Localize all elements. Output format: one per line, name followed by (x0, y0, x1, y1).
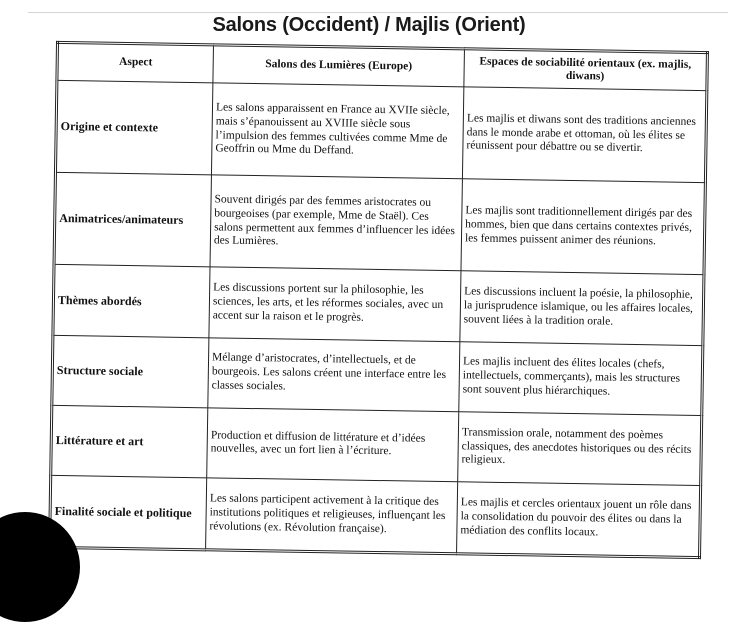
document-title: Salons (Occident) / Majlis (Orient) (212, 14, 526, 36)
salons-cell: Souvent dirigés par des femmes aristocrates ou bourgeoises (par exemple, Mme de Staël). Ces salons permettent aux femmes d’influencer les idées des Lumières. (210, 175, 462, 271)
table-row (52, 335, 703, 415)
header-salons: Salons des Lumières (Europe) (213, 45, 465, 87)
salons-cell: Mélange d’aristocrates, d’intellectuels, et de bourgeois. Les salons créent une interface entre les classes sociales. (208, 337, 460, 411)
table-row (53, 265, 704, 345)
aspect-cell: Thèmes abordés (53, 265, 210, 338)
majlis-cell: Les majlis incluent des élites locales (chefs, intellectuels, commerçants), mais les structures sont souvent plus hiérarchiques. (459, 341, 703, 415)
aspect-cell: Animatrices/animateurs (54, 173, 211, 268)
table-row (55, 80, 706, 182)
aspect-cell: Structure sociale (52, 335, 209, 408)
aspect-cell: Littérature et art (51, 405, 208, 478)
comparison-table (48, 41, 709, 559)
table-row (51, 405, 702, 485)
aspect-cell: Origine et contexte (55, 80, 212, 175)
aspect-cell: Finalité sociale et politique (50, 475, 207, 549)
majlis-cell: Les majlis sont traditionnellement dirigés par des hommes, bien que dans certains contextes privés, les femmes puissent animer des réunions. (461, 179, 705, 275)
majlis-cell: Les discussions incluent la poésie, la philosophie, la jurisprudence islamique, ou les affaires locales, souvent liées à la tradition orale. (460, 271, 704, 345)
salons-cell: Les salons apparaissent en France au XVIIe siècle, mais s’épanouissent au XVIIIe siècle sous l’impulsion des femmes cultivées comme Mme de Geoffrin ou Mme du Deffand. (211, 83, 463, 179)
top-divider (28, 12, 728, 13)
header-majlis: Espaces de sociabilité orientaux (ex. majlis, diwans) (464, 49, 708, 91)
salons-cell: Les discussions portent sur la philosophie, les sciences, les arts, et les réformes sociales, avec un accent sur la raison et le progrès. (209, 267, 461, 341)
comparison-table-container (48, 41, 706, 559)
table-row (50, 475, 701, 557)
salons-cell: Production et diffusion de littérature et d’idées nouvelles, avec un fort lien à l’écriture. (207, 408, 459, 482)
salons-cell: Les salons participent activement à la critique des institutions politiques et religieuses, influençant les révolutions (ex. Révolution française). (206, 478, 458, 554)
table-row (54, 173, 705, 275)
header-aspect: Aspect (57, 42, 214, 82)
majlis-cell: Les majlis et cercles orientaux jouent un rôle dans la consolidation du pouvoir des élites ou dans la médiation des conflits locaux. (457, 482, 701, 558)
majlis-cell: Les majlis et diwans sont des traditions anciennes dans le monde arabe et ottoman, où les élites se réunissent pour débattre ou se divertir. (462, 87, 706, 183)
majlis-cell: Transmission orale, notamment des poèmes classiques, des anecdotes historiques ou des récits religieux. (458, 412, 702, 486)
